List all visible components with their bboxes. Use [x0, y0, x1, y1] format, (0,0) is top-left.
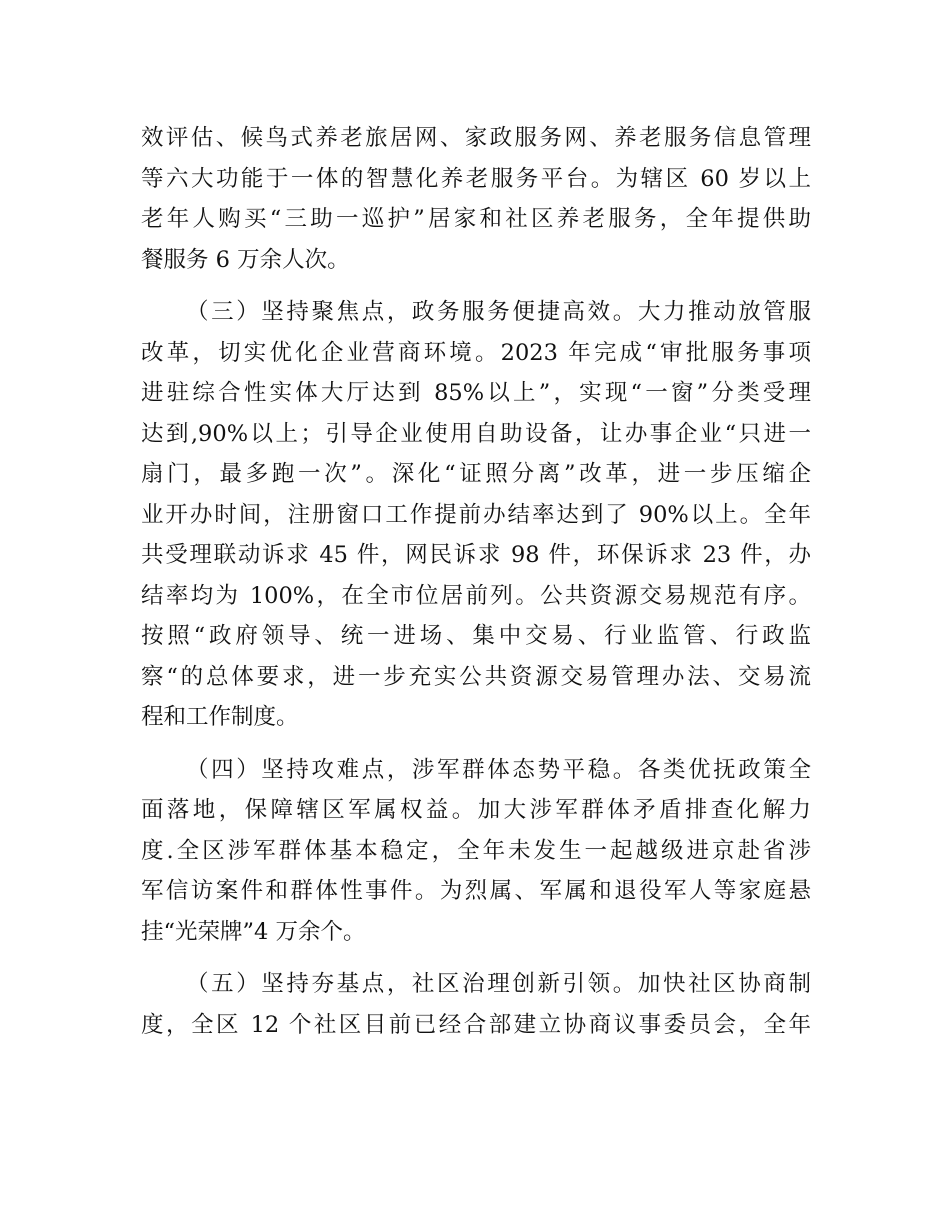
text-line: 面落地，保障辖区军属权益。加大涉军群体矛盾排查化解力 [141, 797, 811, 823]
text-line: 察“的总体要求，进一步充实公共资源交易管理办法、交易流 [141, 663, 811, 690]
text-line: 达到,90%以上；引导企业使用自助设备，让办事企业“只进一 [141, 420, 811, 447]
text-line: 度，全区 12 个社区目前已经合部建立协商议事委员会，全年 [141, 1011, 811, 1038]
text-line: 度.全区涉军群体基本稳定，全年未发生一起越级进京赴省涉 [141, 837, 811, 864]
document-body [141, 118, 811, 1057]
paragraph-military-affairs [141, 750, 811, 953]
text-line: 挂“光荣牌”4 万余个。 [141, 918, 366, 945]
text-line: （四）坚持攻难点，涉军群体态势平稳。各类优抚政策全 [186, 756, 811, 783]
text-line: （五）坚持夯基点，社区治理创新引领。加快社区协商制 [186, 971, 811, 997]
paragraph-community-governance [141, 964, 811, 1045]
paragraph-elderly-care [141, 118, 811, 280]
text-line: 老年人购买“三助一巡护”居家和社区养老服务，全年提供助 [141, 206, 811, 232]
text-line: 扇门，最多跑一次”。深化“证照分离”改革，进一步压缩企 [141, 461, 811, 487]
text-line: 改革，切实优化企业营商环境。2023 年完成“审批服务事项 [141, 339, 811, 366]
text-line: 结率均为 100%，在全市位居前列。公共资源交易规范有序。 [141, 582, 811, 609]
text-line: 业开办时间，注册窗口工作提前办结率达到了 90%以上。全年 [141, 501, 811, 528]
text-line: 等六大功能于一体的智慧化养老服务平台。为辖区 60 岁以上 [141, 165, 811, 192]
text-line: 程和工作制度。 [141, 704, 299, 730]
text-line: 效评估、候鸟式养老旅居网、家政服务网、养老服务信息管理 [141, 125, 811, 151]
text-line: 进驻综合性实体大厅达到 85%以上”，实现“一窗”分类受理 [141, 380, 811, 406]
text-line: 按照“政府领导、统一进场、集中交易、行业监管、行政监 [141, 623, 811, 649]
text-line: 共受理联动诉求 45 件，网民诉求 98 件，环保诉求 23 件，办 [141, 542, 811, 568]
text-line: 餐服务 6 万余人次。 [141, 246, 350, 273]
paragraph-government-services [141, 292, 811, 738]
text-line: 军信访案件和群体性事件。为烈属、军属和退役军人等家庭悬 [141, 878, 811, 904]
text-line: （三）坚持聚焦点，政务服务便捷高效。大力推动放管服 [186, 299, 811, 325]
